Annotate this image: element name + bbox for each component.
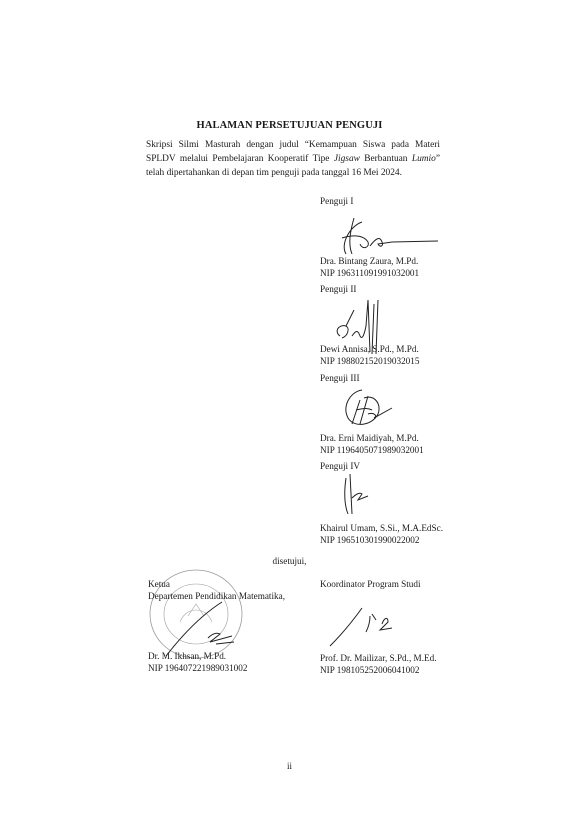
intro-italic-lumio: Lumio <box>411 154 436 164</box>
intro-italic-jigsaw: Jigsaw <box>333 154 360 164</box>
examiner-2-details <box>320 344 419 367</box>
right-approver-details <box>320 653 437 676</box>
intro-text-3: ” telah dipertahankan di depan tim penguji pada tanggal 16 Mei 2024. <box>146 154 440 178</box>
examiner-nip: NIP 1196405071989032001 <box>320 444 424 455</box>
right-approver-name: Prof. Dr. Mailizar, S.Pd., M.Ed. <box>320 653 437 663</box>
examiner-3-role-block <box>320 373 360 385</box>
examiner-1-details <box>320 256 419 279</box>
intro-text-1: Skripsi Silmi Masturah dengan judul “Kemampuan Siswa pada Materi SPLDV melalui Pembelajaran Kooperatif Tipe <box>146 140 440 164</box>
examiner-2-role-block <box>320 284 357 296</box>
examiner-role: Penguji III <box>320 373 360 383</box>
examiner-4-details <box>320 523 443 546</box>
left-approver-nip: NIP 196407221989031002 <box>148 662 248 673</box>
page-title: HALAMAN PERSETUJUAN PENGUJI <box>196 120 383 131</box>
examiner-name: Khairul Umam, S.Si., M.A.EdSc. <box>320 523 444 533</box>
signature-examiner-1 <box>326 214 446 259</box>
right-approver-role-line1: Koordinator Program Studi <box>320 579 421 589</box>
examiner-role: Penguji IV <box>320 461 361 471</box>
intro-paragraph <box>146 138 440 180</box>
signature-left-approver <box>150 598 250 658</box>
examiner-nip: NIP 198802152019032015 <box>320 355 420 366</box>
left-approver-role-line1: Ketua <box>148 579 170 589</box>
examiner-1-role-block <box>320 196 353 208</box>
signature-right-approver <box>326 604 406 650</box>
examiner-role: Penguji II <box>320 284 357 294</box>
page-number: ii <box>286 761 292 771</box>
left-approver-details <box>148 651 247 674</box>
examiner-role: Penguji I <box>320 196 354 206</box>
intro-text-2: Berbantuan <box>359 154 412 164</box>
left-approver-name: Dr. M. Ikhsan, M.Pd. <box>148 651 227 661</box>
right-approver-role <box>320 579 421 591</box>
signature-examiner-4 <box>338 468 378 518</box>
signature-examiner-3 <box>338 384 398 430</box>
examiner-name: Dra. Erni Maidiyah, M.Pd. <box>320 433 419 443</box>
approved-label: disetujui, <box>272 556 307 566</box>
examiner-3-details <box>320 433 424 456</box>
examiner-name: Dewi Annisa, S.Pd., M.Pd. <box>320 344 419 354</box>
examiner-nip: NIP 196311091991032001 <box>320 267 420 278</box>
left-approver-role-line2: Departemen Pendidikan Matematika, <box>148 590 286 601</box>
examiner-nip: NIP 196510301990022002 <box>320 534 420 545</box>
examiner-name: Dra. Bintang Zaura, M.Pd. <box>320 256 419 266</box>
right-approver-nip: NIP 198105252006041002 <box>320 664 420 675</box>
